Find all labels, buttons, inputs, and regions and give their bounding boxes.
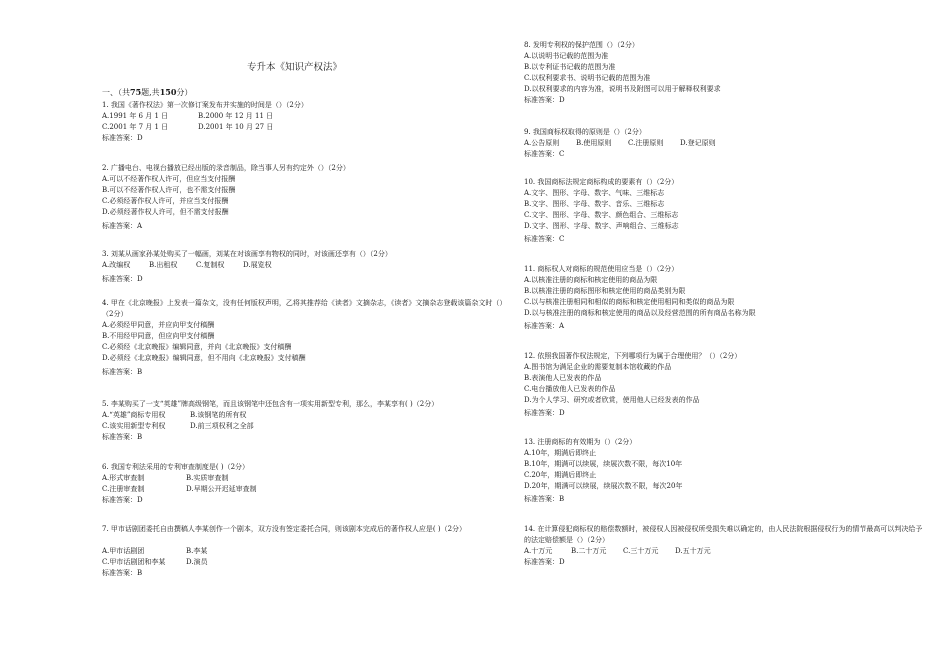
question-text: 4. 甲在《北京晚报》上发表一篇杂文，没有任何版权声明，乙将其推荐给《读者》文摘杂志，《读者》文摘杂志登载该篇杂文时（）（2分）: [102, 299, 507, 318]
option-a: A.可以不经著作权人许可，但应当支付报酬: [102, 175, 236, 183]
question-text: 1. 我国《著作权法》第一次修订案发布并实施的时间是（）（2分）: [102, 101, 308, 109]
option-c: C.2001 年 7 月 1 日: [102, 123, 169, 131]
option-b: B.使用原则: [576, 139, 612, 147]
options-row: [102, 111, 510, 122]
answer: 标准答案：D: [102, 275, 143, 283]
option-a: A.甲市话剧团: [102, 547, 145, 555]
question-text: 14. 在计算侵犯商标权的赔偿数额时，被侵权人因被侵权所受损失难以确定的，由人民法院根据侵权行为的情节最高可以判决给予的法定赔偿额是（）（2分）: [524, 525, 923, 544]
option-c: C.20年，期满后即终止: [524, 471, 597, 479]
option-d: D.必须经著作权人许可，但不需支付报酬: [102, 208, 229, 216]
question-text: 10. 我国商标法规定商标构成的要素有（）（2分）: [524, 178, 679, 186]
question-text: 6. 我国专利法采用的专利审查制度是( )（2分）: [102, 463, 250, 471]
option-b: B.李某: [186, 547, 208, 555]
options-row: [102, 410, 510, 421]
question-10: [524, 177, 924, 245]
options-row: [102, 260, 510, 271]
option-d: D.前三项权利之全部: [190, 422, 254, 430]
option-b: B.以核准注册的商标图形和核定使用的商品类别为限: [524, 287, 686, 295]
section-header: [102, 86, 192, 99]
answer: 标准答案：B: [102, 368, 143, 376]
question-text: 3. 刘某从画家孙某处购买了一幅画，刘某在对该画享有物权的同时，对该画还享有（）（2分）: [102, 250, 392, 258]
answer: 标准答案：C: [524, 235, 565, 243]
option-d: D.早期公开迟延审查制: [186, 485, 257, 493]
answer: 标准答案：A: [102, 222, 143, 230]
total-score: 150: [159, 87, 177, 97]
option-a: A.图书馆为满足企业的需要复制本馆收藏的作品: [524, 363, 672, 371]
option-d: D.以与核准注册的商标和核定使用的商品以及经营范围的所有商品名称为限: [524, 309, 756, 317]
document-title: 专升本《知识产权法》: [247, 62, 343, 73]
option-a: A.公告原则: [524, 139, 560, 147]
option-c: C.该实用新型专利权: [102, 422, 166, 430]
option-d: D.必须经《北京晚报》编辑同意，但不用向《北京晚报》支付稿酬: [102, 354, 306, 362]
question-6: [102, 462, 510, 506]
question-text: 9. 我国商标权取得的原则是（）（2分）: [524, 128, 646, 136]
options-row: [524, 546, 924, 557]
option-b: B.表演他人已发表的作品: [524, 374, 602, 382]
option-d: D.2001 年 10 月 27 日: [198, 123, 274, 131]
option-b: B.该钢笔的所有权: [190, 411, 247, 419]
option-a: A.1991 年 6 月 1 日: [102, 112, 169, 120]
question-8: [524, 40, 924, 106]
option-d: D.五十万元: [675, 547, 711, 555]
option-b: B.可以不经著作权人许可，也不需支付报酬: [102, 186, 236, 194]
question-7: [102, 524, 510, 579]
option-a: A.以说明书记载的范围为准: [524, 52, 609, 60]
option-c: C.以与核准注册相同和相似的商标和核定使用相同和类似的商品为限: [524, 298, 735, 306]
option-c: C.必须经著作权人许可，并应当支付报酬: [102, 197, 229, 205]
option-a: A.形式审查制: [102, 474, 145, 482]
question-14: [524, 524, 924, 568]
option-a: A.10年，期满后即终止: [524, 449, 597, 457]
answer: 标准答案：D: [102, 134, 143, 142]
section-mid: 题,共: [141, 88, 160, 97]
options-row: [102, 421, 510, 432]
answer: 标准答案：B: [102, 569, 143, 577]
answer: 标准答案：D: [524, 96, 565, 104]
option-d: D.以权利要求的内容为准，说明书及附图可以用于解释权利要求: [524, 85, 721, 93]
option-c: C.三十万元: [623, 547, 659, 555]
option-b: B.出租权: [149, 261, 178, 269]
option-d: D.为个人学习、研究或者欣赏，使用他人已经发表的作品: [524, 396, 700, 404]
option-a: A.文字、图形、字母、数字、气味、三维标志: [524, 189, 665, 197]
options-row: [102, 122, 510, 133]
question-9: [524, 127, 924, 160]
option-b: B.文字、图形、字母、数字、音乐、三维标志: [524, 200, 665, 208]
option-c: C.注册原则: [628, 139, 664, 147]
answer: 标准答案：D: [102, 496, 143, 504]
question-text: 12. 依照我国著作权法规定，下列哪项行为属于合理使用？（）（2分）: [524, 352, 742, 360]
question-1: [102, 100, 510, 144]
option-b: B.实质审查制: [186, 474, 229, 482]
question-count: 75: [130, 87, 142, 97]
option-c: C.注册审查制: [102, 485, 145, 493]
option-a: A.以核准注册的商标和核定使用的商品为限: [524, 276, 658, 284]
option-c: C.必须经《北京晚报》编辑同意，并向《北京晚报》支付稿酬: [102, 343, 292, 351]
option-c: C.复制权: [196, 261, 225, 269]
options-row: [102, 557, 510, 568]
question-text: 7. 甲市话剧团委托自由撰稿人李某创作一个剧本，双方没有签定委托合同，则该剧本完成后的著作权人应是( )（2分）: [102, 525, 467, 533]
question-3: [102, 249, 510, 285]
answer: 标准答案：A: [524, 322, 565, 330]
answer: 标准答案：B: [102, 433, 143, 441]
option-d: D.文字、图形、字母、数字、声响组合、三维标志: [524, 222, 679, 230]
option-c: C.电台播放他人已发表的作品: [524, 385, 616, 393]
question-text: 11. 商标权人对商标的规范使用应当是（）（2分）: [524, 265, 679, 273]
section-suffix: 分）: [176, 88, 193, 97]
answer: 标准答案：C: [524, 150, 565, 158]
answer: 标准答案：B: [524, 495, 565, 503]
question-2: [102, 163, 510, 232]
question-text: 5. 李某购买了一支“英雄”牌高级钢笔，而且该钢笔中还包含有一项实用新型专利，那么，李某享有( )（2分）: [102, 400, 439, 408]
option-c: C.文字、图形、字母、数字、颜色组合、三维标志: [524, 211, 679, 219]
option-c: C.以权利要求书、说明书记载的范围为准: [524, 74, 651, 82]
option-b: B.2000 年 12 月 11 日: [198, 112, 274, 120]
question-13: [524, 437, 924, 505]
question-11: [524, 264, 924, 332]
question-5: [102, 399, 510, 443]
option-c: C.甲市话剧团和李某: [102, 558, 166, 566]
option-d: D.展览权: [243, 261, 272, 269]
option-a: A.必须经甲同意，并应向甲支付稿酬: [102, 321, 215, 329]
question-12: [524, 351, 924, 419]
option-b: B.二十万元: [571, 547, 607, 555]
option-a: A.“英雄”商标专用权: [102, 411, 166, 419]
option-d: D.演员: [186, 558, 208, 566]
option-b: B.10年，期满可以续展，续展次数不限，每次10年: [524, 460, 683, 468]
option-d: D.登记原则: [680, 139, 716, 147]
option-a: A.十万元: [524, 547, 553, 555]
question-text: 2. 广播电台、电视台播放已经出版的录音制品，除当事人另有约定外（）（2分）: [102, 164, 350, 172]
question-text: 8. 发明专利权的保护范围（）（2分）: [524, 41, 639, 49]
options-row: [102, 484, 510, 495]
question-4: [102, 298, 510, 378]
answer: 标准答案：D: [524, 558, 565, 566]
question-text: 13. 注册商标的有效期为（）（2分）: [524, 438, 637, 446]
options-row: [524, 138, 924, 149]
option-d: D.20年，期满可以续展，续展次数不限，每次20年: [524, 482, 683, 490]
option-b: B.不用经甲同意，但应向甲支付稿酬: [102, 332, 215, 340]
answer: 标准答案：D: [524, 409, 565, 417]
option-a: A.改编权: [102, 261, 131, 269]
options-row: [102, 546, 510, 557]
section-prefix: 一、（共: [102, 88, 130, 97]
option-b: B.以专利证书记载的范围为准: [524, 63, 616, 71]
options-row: [102, 473, 510, 484]
